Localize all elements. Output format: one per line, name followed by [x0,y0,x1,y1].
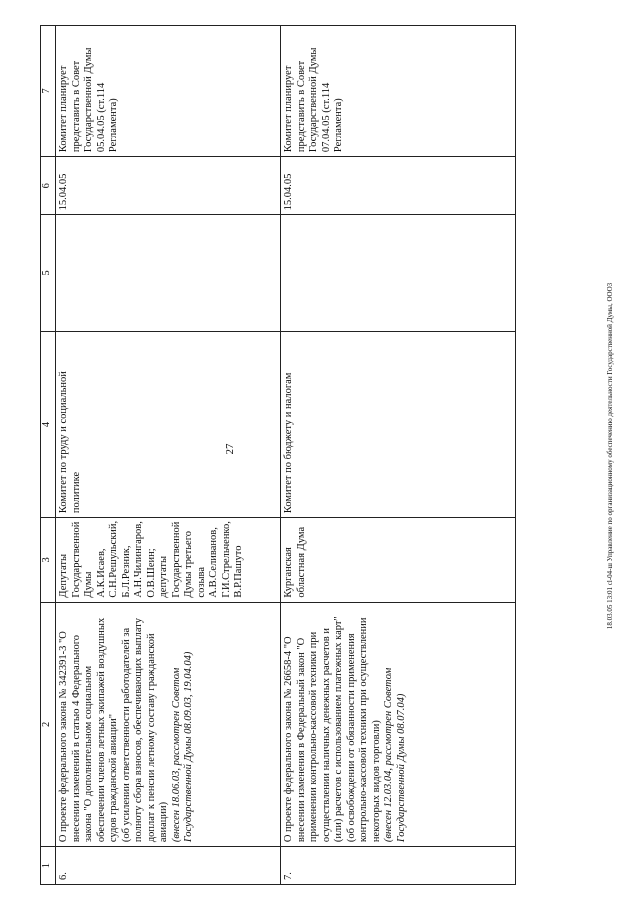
rotated-table-wrapper [40,25,640,885]
bill-author: Депутаты Государственной Думы А.К.Исаев, С.Н.Решульский, Б.Л.Резник, А.Н.Чилингаров, О.В.Шеин; депутаты Государственной Думы третьего созыва А.В.Селиванов, Г.И.Стрельченко, В.Р.Пашуто [56,518,281,602]
row-number: 7. [281,847,516,885]
bill-note: (об усилении ответственности работодателей за полноту сбора взносов, обеспечивающих выплату доплат к пенсии летному составу гражданской авиации) [120,618,169,843]
page-number: 27 [224,443,236,455]
header-cell-4: 4 [41,331,56,517]
footer-text: 18.03.05 13:01 cl-04-ш Управление по организационному обеспечению деятельности Государственной Думы, ООО3 [606,282,614,630]
bill-table [40,25,516,885]
table-row [56,26,281,885]
bill-plan: Комитет планирует представить в Совет Государственной Думы 07.04.05 (ст.114 Регламента) [281,26,516,157]
bill-plan: Комитет планирует представить в Совет Государственной Думы 05.04.05 (ст.114 Регламента) [56,26,281,157]
bill-description [56,602,281,847]
header-cell-3: 3 [41,518,56,602]
table-row [281,26,516,885]
bill-col5 [56,215,281,331]
rotated-page [40,0,640,900]
bill-title: О проекте федерального закона № 26658-4 "О внесении изменения в Федеральный закон "О применении контрольно-кассовой техники при осуществлении наличных денежных расчетов и (или) расчетов с использованием платежных карт" [283,616,344,843]
bill-status: (внесен 18.06.03, рассмотрен Советом Государственной Думы 08.09.03, 19.04.04) [170,651,194,843]
header-cell-2: 2 [41,602,56,847]
bill-date: 15.04.05 [56,157,281,215]
header-cell-7: 7 [41,26,56,157]
bill-title: О проекте федерального закона № 342391-3 "О внесении изменений в статью 4 Федерального закона "О дополнительном социальном обеспечении членов летных экипажей воздушных судов гражданской авиации" [58,617,119,843]
bill-committee: Комитет по бюджету и налогам [281,331,516,517]
header-row [41,26,56,885]
bill-status: (внесен 12.03.04, рассмотрен Советом Государственной Думы 08.07.04) [383,667,407,843]
bill-note: (об освобождении от обязанности применения контрольно-кассовой техники при осуществлении некоторых видов торговли) [345,617,382,843]
header-cell-5: 5 [41,215,56,331]
bill-description [281,602,516,847]
row-number: 6. [56,847,281,885]
bill-date: 15.04.05 [281,157,516,215]
bill-committee: Комитет по труду и социальной политике [56,331,281,517]
bill-author: Курганская областная Дума [281,518,516,602]
header-cell-6: 6 [41,157,56,215]
header-cell-1: 1 [41,847,56,885]
bill-col5 [281,215,516,331]
